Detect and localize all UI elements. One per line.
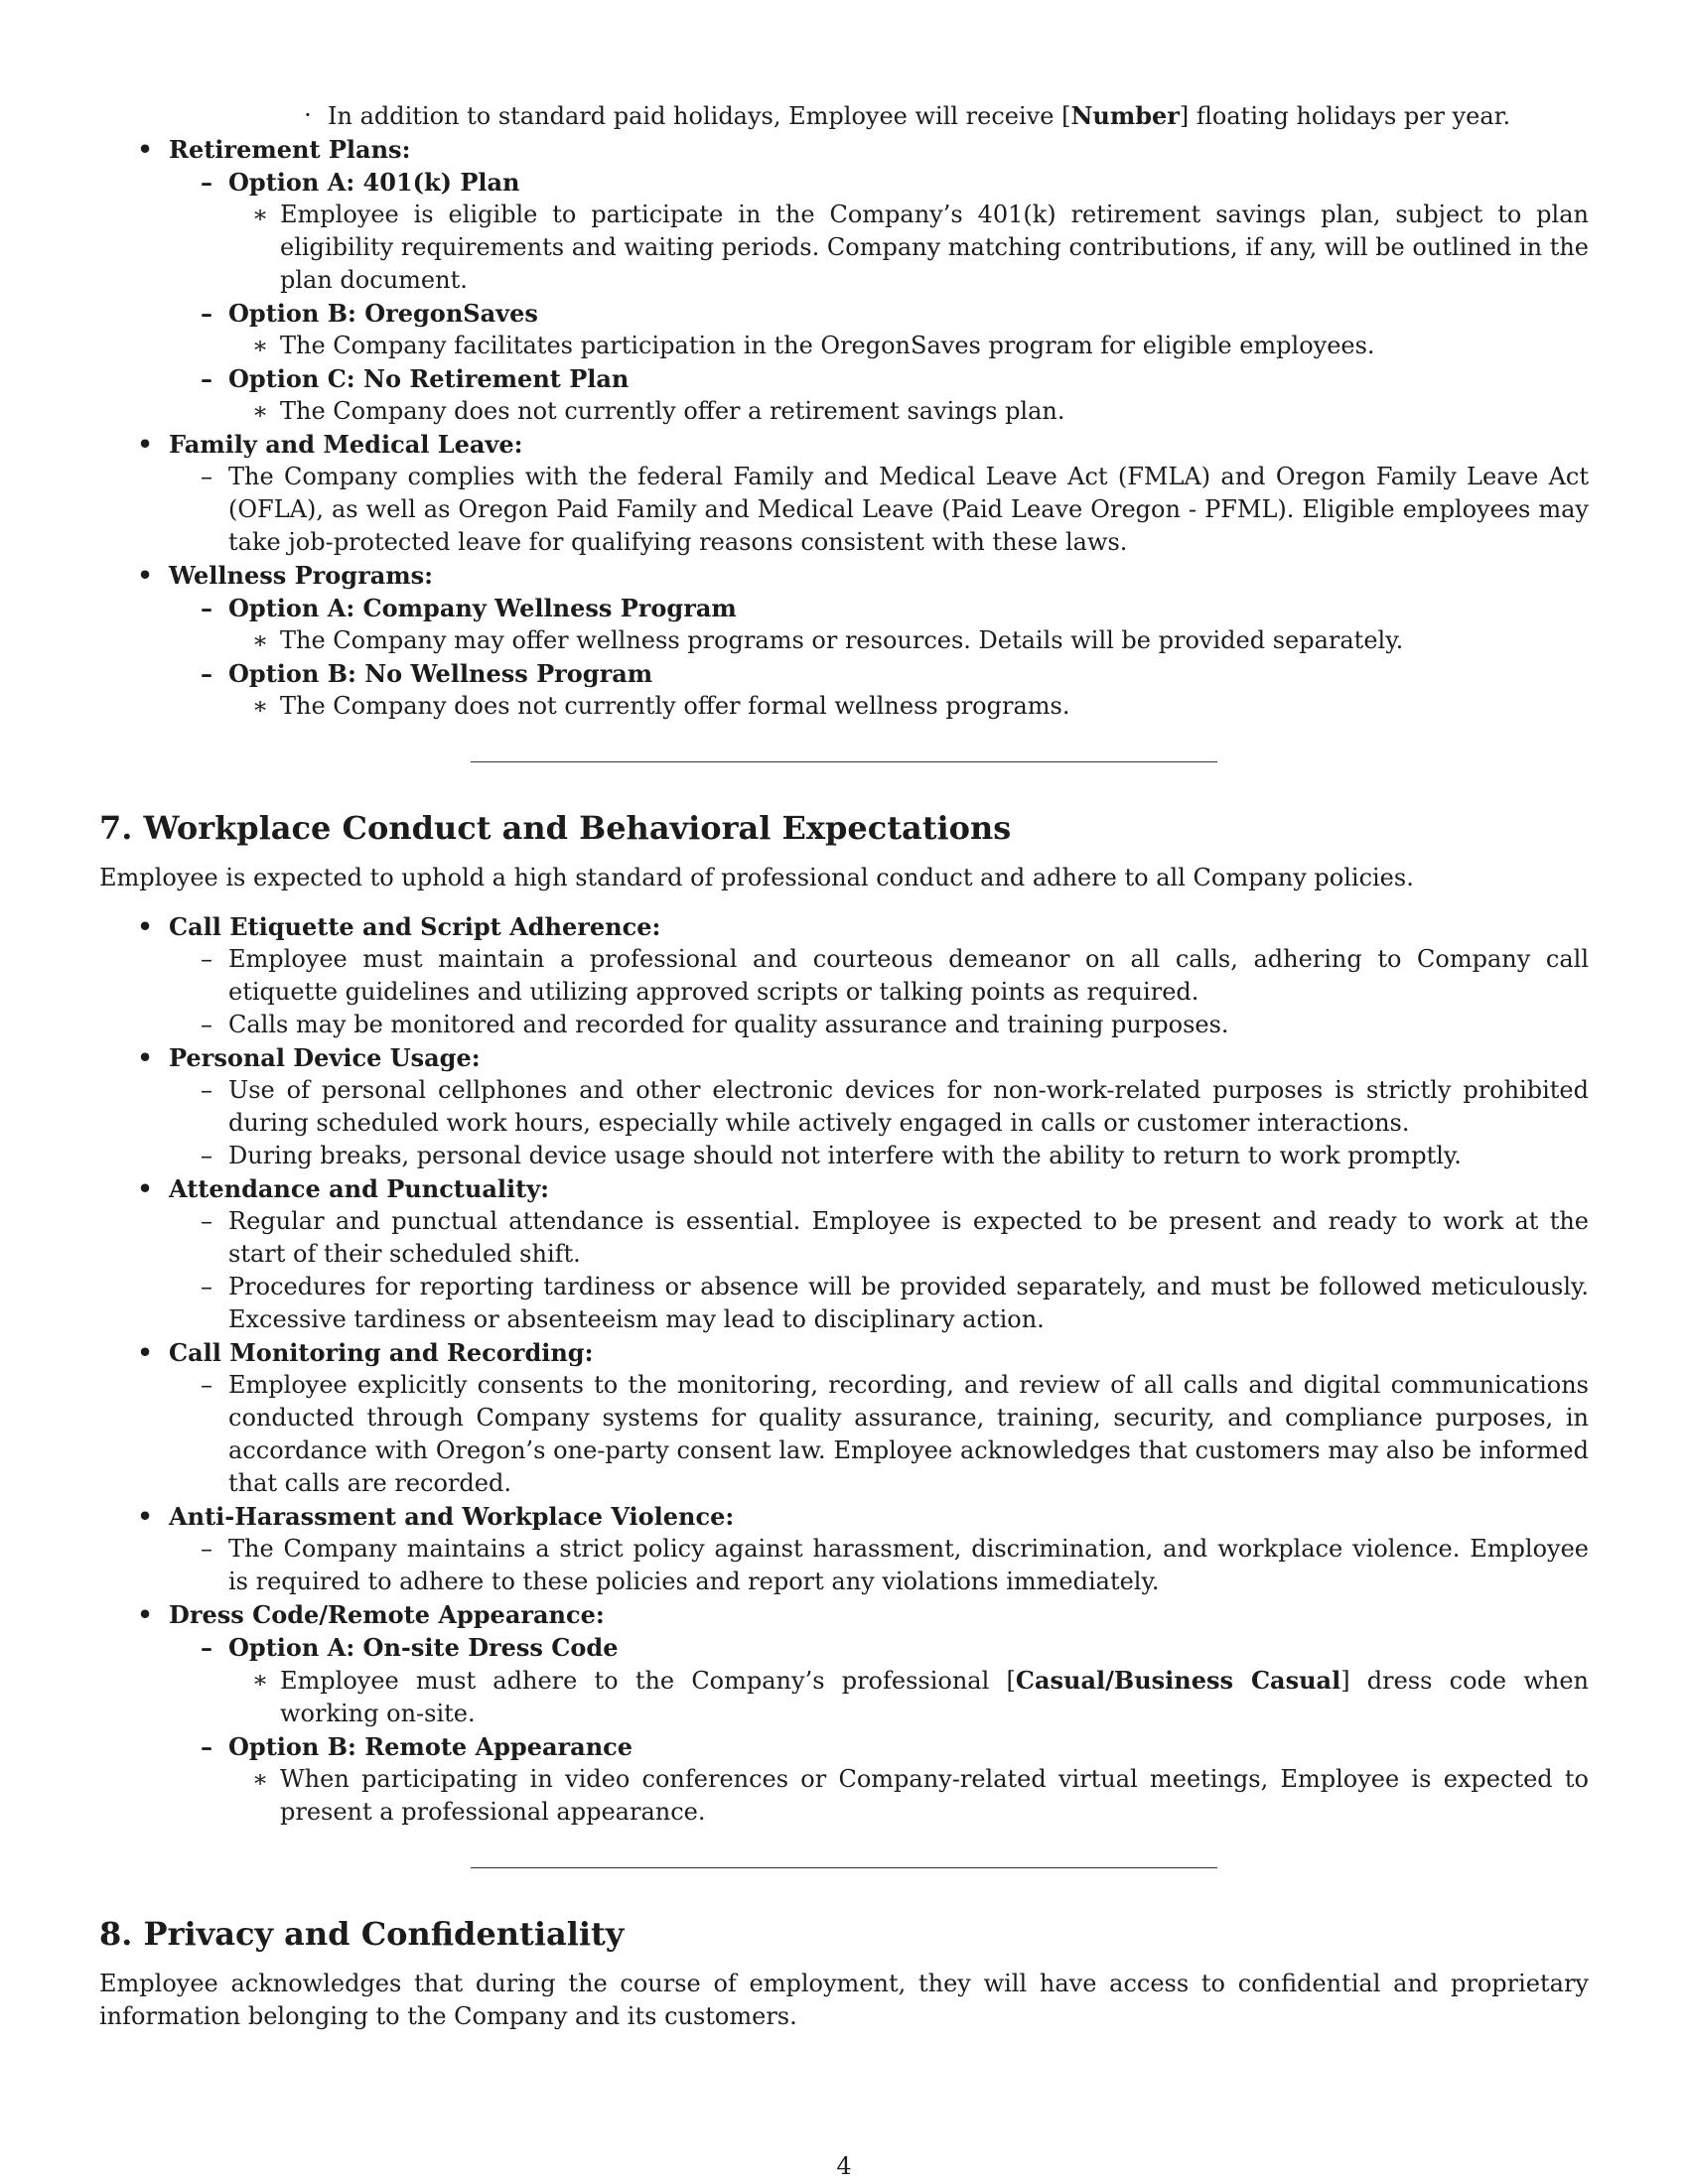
option-remote-appearance-text: ∗ When participating in video conferences or Company-related virtual meetings, Employee is expected to present a professional appearance. [99, 1763, 1589, 1829]
document-page [99, 99, 1589, 2033]
list-item-call-monitoring: • Call Monitoring and Recording: [99, 1336, 1589, 1369]
asterisk-marker: ∗ [251, 397, 269, 425]
call-etiquette-item: – Employee must maintain a professional and courteous demeanor on all calls, adhering to Company call etiquette guidelines and utilizing approved scripts or talking points as required. [99, 943, 1589, 1009]
dash-marker: – [201, 1633, 212, 1662]
list-item-call-etiquette: • Call Etiquette and Script Adherence: [99, 910, 1589, 943]
bullet-marker: • [137, 561, 153, 590]
section-8-heading: 8. Privacy and Confidentiality [99, 1915, 625, 1953]
dash-marker: – [201, 945, 212, 973]
list-item-floating-holidays: · In addition to standard paid holidays, Employee will receive [Number] floating holidays per year. [99, 99, 1589, 133]
option-no-wellness: – Option B: No Wellness Program [99, 657, 1589, 690]
call-monitoring-item: – Employee explicitly consents to the monitoring, recording, and review of all calls and digital communications conducted through Company systems for quality assurance, training, security, and compliance purposes, in accordance with Oregon’s one-party consent law. Employee acknowledges that customers may also be informed that calls are recorded. [99, 1369, 1589, 1500]
list-item-wellness-programs: • Wellness Programs: [99, 559, 1589, 592]
personal-device-item: – During breaks, personal device usage should not interfere with the ability to return to work promptly. [99, 1140, 1589, 1172]
dash-marker: – [201, 168, 212, 197]
dash-marker: – [201, 1371, 212, 1399]
call-etiquette-item: – Calls may be monitored and recorded for quality assurance and training purposes. [99, 1009, 1589, 1041]
personal-device-item: – Use of personal cellphones and other electronic devices for non-work-related purposes is strictly prohibited during scheduled work hours, especially while actively engaged in calls or customer interactions. [99, 1074, 1589, 1140]
asterisk-marker: ∗ [251, 1666, 269, 1694]
option-oregonsaves-text: ∗ The Company facilitates participation in the OregonSaves program for eligible employees. [99, 330, 1589, 362]
dash-marker: – [201, 659, 212, 688]
fmla-text: – The Company complies with the federal Family and Medical Leave Act (FMLA) and Oregon Family Leave Act (OFLA), as well as Oregon Paid Family and Medical Leave (Paid Leave Oregon - PFML). Eligible employees may take job-protected leave for qualifying reasons consistent with these laws. [99, 461, 1589, 559]
section-7-heading: 7. Workplace Conduct and Behavioral Expectations [99, 809, 1012, 847]
page-number: 4 [836, 2152, 852, 2180]
bullet-marker: • [137, 912, 153, 941]
list-item-family-medical-leave: • Family and Medical Leave: [99, 428, 1589, 461]
dash-marker: – [201, 463, 212, 490]
dash-marker: – [201, 1535, 212, 1563]
list-item-attendance: • Attendance and Punctuality: [99, 1172, 1589, 1205]
option-no-retirement-text: ∗ The Company does not currently offer a retirement savings plan. [99, 395, 1589, 428]
option-company-wellness-text: ∗ The Company may offer wellness programs or resources. Details will be provided separately. [99, 624, 1589, 657]
benefits-list-continued [99, 99, 1589, 723]
option-company-wellness: – Option A: Company Wellness Program [99, 592, 1589, 624]
anti-harassment-item: – The Company maintains a strict policy against harassment, discrimination, and workplace violence. Employee is required to adhere to these policies and report any violations immediately. [99, 1533, 1589, 1598]
section-7-intro: Employee is expected to uphold a high standard of professional conduct and adhere to all Company policies. [99, 864, 1414, 891]
bullet-marker: • [137, 1600, 153, 1629]
attendance-item: – Regular and punctual attendance is essential. Employee is expected to be present and ready to work at the start of their scheduled shift. [99, 1205, 1589, 1271]
option-oregonsaves: – Option B: OregonSaves [99, 297, 1589, 330]
dash-marker: – [201, 1273, 212, 1300]
option-no-wellness-text: ∗ The Company does not currently offer formal wellness programs. [99, 690, 1589, 723]
list-item-retirement-plans: • Retirement Plans: [99, 133, 1589, 166]
section-divider [471, 1867, 1217, 1868]
option-remote-appearance: – Option B: Remote Appearance [99, 1730, 1589, 1763]
option-401k: – Option A: 401(k) Plan [99, 166, 1589, 199]
bullet-marker: • [137, 1502, 153, 1531]
option-onsite-dress-code-text: ∗ Employee must adhere to the Company’s professional [Casual/Business Casual] dress code when working on-site. [99, 1664, 1589, 1730]
dash-marker: – [201, 594, 212, 622]
dash-marker: – [201, 1011, 212, 1038]
dash-marker: – [201, 1732, 212, 1761]
asterisk-marker: ∗ [251, 332, 269, 359]
middle-dot-marker: · [304, 101, 312, 129]
bullet-marker: • [137, 1338, 153, 1367]
asterisk-marker: ∗ [251, 201, 269, 228]
dash-marker: – [201, 364, 212, 393]
dash-marker: – [201, 1142, 212, 1169]
option-401k-text: ∗ Employee is eligible to participate in the Company’s 401(k) retirement savings plan, subject to plan eligibility requirements and waiting periods. Company matching contributions, if any, will be outlined in the plan document. [99, 199, 1589, 297]
attendance-item: – Procedures for reporting tardiness or absence will be provided separately, and must be followed meticulously. Excessive tardiness or absenteeism may lead to disciplinary action. [99, 1271, 1589, 1336]
option-onsite-dress-code: – Option A: On-site Dress Code [99, 1631, 1589, 1664]
dash-marker: – [201, 299, 212, 328]
list-item-dress-code: • Dress Code/Remote Appearance: [99, 1598, 1589, 1631]
bullet-marker: • [137, 1174, 153, 1203]
bullet-marker: • [137, 430, 153, 459]
dash-marker: – [201, 1076, 212, 1104]
asterisk-marker: ∗ [251, 692, 269, 720]
asterisk-marker: ∗ [251, 626, 269, 654]
section-8-intro: Employee acknowledges that during the course of employment, they will have access to confidential and proprietary information belonging to the Company and its customers. [99, 1970, 1589, 2030]
conduct-list [99, 910, 1589, 1829]
bullet-marker: • [137, 1043, 153, 1072]
section-divider [471, 761, 1217, 762]
dash-marker: – [201, 1207, 212, 1235]
asterisk-marker: ∗ [251, 1765, 269, 1793]
bullet-marker: • [137, 135, 153, 164]
option-no-retirement: – Option C: No Retirement Plan [99, 362, 1589, 395]
list-item-personal-device: • Personal Device Usage: [99, 1041, 1589, 1074]
list-item-anti-harassment: • Anti-Harassment and Workplace Violence: [99, 1500, 1589, 1533]
